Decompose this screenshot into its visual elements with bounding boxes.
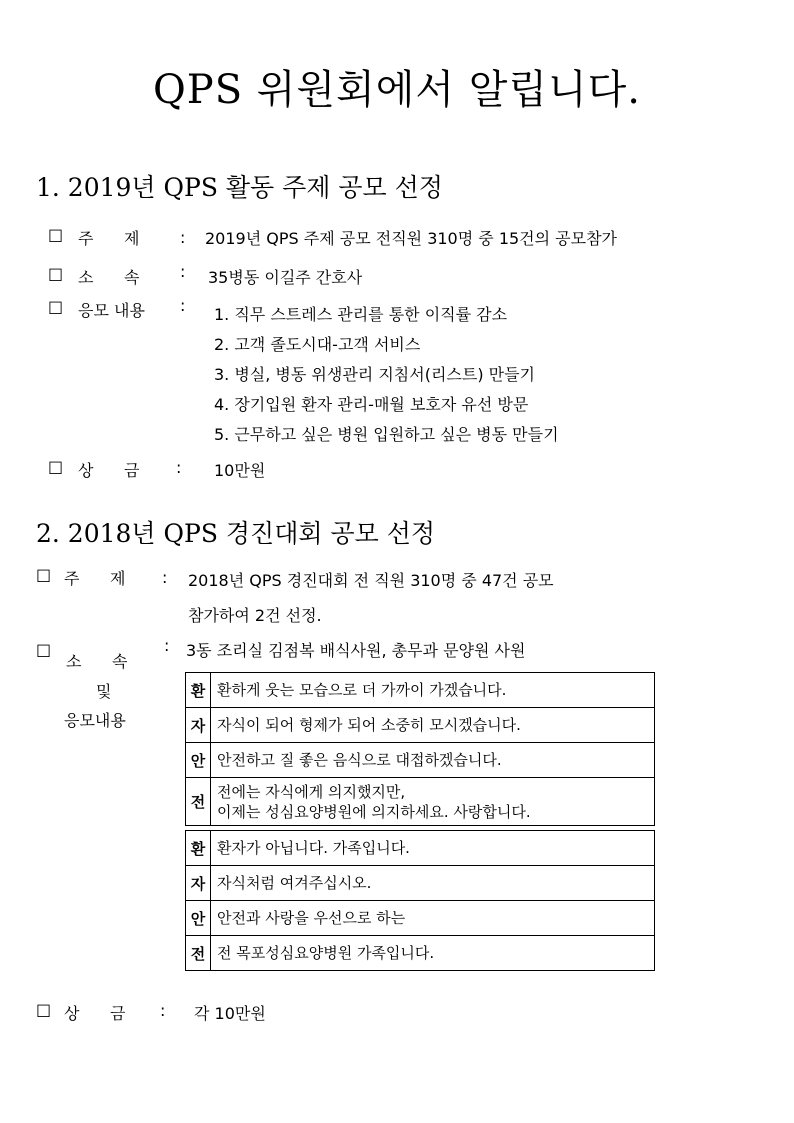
slogan-text: 전에는 자식에게 의지했지만, [217, 782, 406, 801]
s1-prize-label: 상 금 [78, 461, 140, 480]
checkbox-icon: □ [48, 225, 64, 244]
slogan-table-2 [185, 830, 655, 971]
s2-topic-value-line2: 참가하여 2건 선정. [188, 606, 322, 625]
s1-topic-label: 주 제 [78, 229, 140, 248]
table-row [186, 866, 655, 901]
slogan-text: 자식이 되어 형제가 되어 소중히 모시겠습니다. [211, 708, 655, 743]
slogan-text: 안전과 사랑을 우선으로 하는 [211, 901, 655, 936]
slogan-char: 전 [186, 778, 211, 826]
slogan-char: 안 [186, 743, 211, 778]
s1-entry: 5. 근무하고 싶은 병원 입원하고 싶은 병동 만들기 [214, 425, 559, 444]
slogan-text: 전 목포성심요양병원 가족입니다. [211, 936, 655, 971]
checkbox-icon: □ [48, 457, 64, 476]
s2-topic-colon: : [162, 568, 168, 587]
checkbox-icon: □ [36, 640, 52, 659]
checkbox-icon: □ [48, 264, 64, 283]
table-row [186, 673, 655, 708]
slogan-char: 자 [186, 708, 211, 743]
slogan-char: 전 [186, 936, 211, 971]
slogan-char: 안 [186, 901, 211, 936]
page-title: QPS 위원회에서 알립니다. [152, 67, 641, 113]
s1-dept-value: 35병동 이길주 간호사 [208, 268, 363, 287]
table-row [186, 901, 655, 936]
slogan-text: 자식처럼 여겨주십시오. [211, 866, 655, 901]
slogan-table-1 [185, 672, 655, 826]
table-row [186, 778, 655, 826]
table-row [186, 743, 655, 778]
checkbox-icon: □ [48, 297, 64, 316]
s1-entry: 2. 고객 졸도시대-고객 서비스 [214, 335, 421, 354]
s2-dept-value: 3동 조리실 김점복 배식사원, 총무과 문양원 사원 [186, 641, 526, 660]
s2-dept-label: 소 속 [66, 652, 128, 671]
s1-topic-colon: : [180, 228, 186, 247]
s2-dept-colon: : [164, 636, 170, 655]
s2-prize-colon: : [160, 1001, 166, 1020]
section1-heading: 1. 2019년 QPS 활동 주제 공모 선정 [36, 173, 443, 202]
section2-heading: 2. 2018년 QPS 경진대회 공모 선정 [36, 519, 436, 548]
s2-prize-value: 각 10만원 [194, 1004, 266, 1023]
slogan-text-cell [211, 778, 655, 826]
s2-dept-entries: 응모내용 [64, 711, 126, 730]
s1-prize-value: 10만원 [214, 461, 266, 480]
slogan-char: 환 [186, 831, 211, 866]
s1-entry: 3. 병실, 병동 위생관리 지침서(리스트) 만들기 [214, 365, 536, 384]
s1-entry: 1. 직무 스트레스 관리를 통한 이직률 감소 [214, 305, 508, 324]
s1-prize-colon: : [176, 458, 182, 477]
s1-topic-value: 2019년 QPS 주제 공모 전직원 310명 중 15건의 공모참가 [205, 229, 617, 248]
checkbox-icon: □ [36, 1000, 52, 1019]
slogan-char: 자 [186, 866, 211, 901]
table-row [186, 936, 655, 971]
s1-entries-colon: : [180, 296, 186, 315]
s2-prize-label: 상 금 [64, 1004, 126, 1023]
slogan-text: 환자가 아닙니다. 가족입니다. [211, 831, 655, 866]
slogan-char: 환 [186, 673, 211, 708]
s2-topic-value-line1: 2018년 QPS 경진대회 전 직원 310명 중 47건 공모 [188, 571, 554, 590]
checkbox-icon: □ [36, 565, 52, 584]
s1-dept-colon: : [180, 262, 186, 281]
s1-entries-label: 응모 내용 [78, 301, 145, 320]
table-row [186, 831, 655, 866]
table-row [186, 708, 655, 743]
slogan-text: 안전하고 질 좋은 음식으로 대접하겠습니다. [211, 743, 655, 778]
s2-topic-label: 주 제 [64, 569, 126, 588]
slogan-text: 환하게 웃는 모습으로 더 가까이 가겠습니다. [211, 673, 655, 708]
s1-entry: 4. 장기입원 환자 관리-매월 보호자 유선 방문 [214, 395, 529, 414]
s1-dept-label: 소 속 [78, 268, 140, 287]
slogan-text: 이제는 성심요양병원에 의지하세요. 사랑합니다. [217, 802, 531, 821]
s2-dept-and: 및 [96, 682, 112, 701]
